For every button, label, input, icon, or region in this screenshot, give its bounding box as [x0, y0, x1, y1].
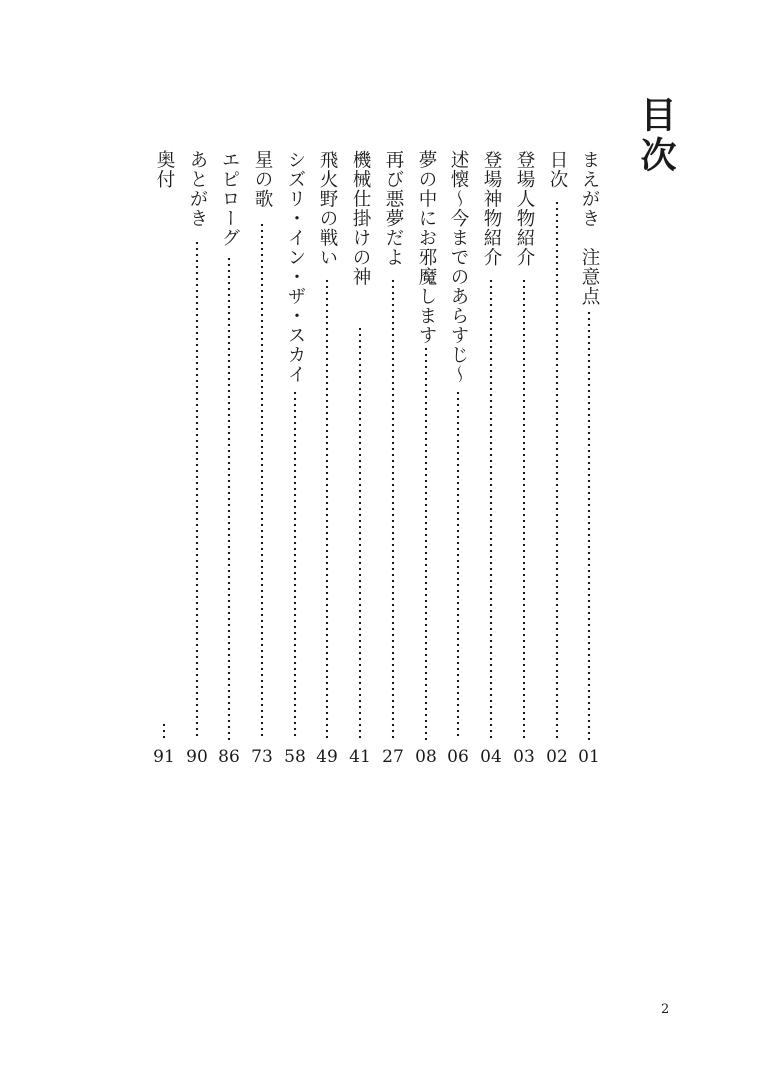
toc-entry[interactable] [444, 150, 472, 768]
entry-title: 登場神物紹介 [481, 150, 502, 267]
entry-leader [424, 346, 428, 740]
entry-page-number: 27 [382, 747, 404, 767]
toc-entry[interactable] [379, 150, 407, 768]
entry-page-number: 04 [480, 747, 502, 767]
entry-leader [555, 200, 559, 740]
entry-title: あとがき [187, 150, 208, 228]
entry-title: まえがき 注意点 [579, 150, 600, 306]
entry-title: 星の歌 [252, 150, 273, 209]
entry-leader [522, 278, 526, 740]
page-number: 2 [661, 1002, 670, 1017]
toc-entry[interactable] [575, 150, 603, 768]
entry-leader [293, 390, 297, 740]
entry-page-number: 86 [218, 747, 240, 767]
entry-leader [227, 256, 231, 740]
toc-entry[interactable] [346, 150, 374, 768]
toc-entry[interactable] [313, 150, 341, 768]
toc-entry[interactable] [183, 150, 211, 768]
entry-page-number: 01 [578, 747, 600, 767]
entry-leader [358, 326, 362, 740]
entry-leader [195, 240, 199, 740]
entry-page-number: 49 [316, 747, 338, 767]
toc-entry[interactable] [281, 150, 309, 768]
entry-page-number: 03 [513, 747, 535, 767]
toc-entry[interactable] [150, 150, 178, 768]
entry-leader [162, 722, 166, 740]
page-title: 目次 [635, 96, 677, 176]
entry-title: エピローグ [219, 150, 240, 248]
entry-title: 夢の中にお邪魔します [416, 150, 437, 345]
entry-leader [456, 390, 460, 740]
toc-entry[interactable] [510, 150, 538, 768]
entry-page-number: 91 [153, 747, 175, 767]
entry-page-number: 58 [284, 747, 306, 767]
entry-page-number: 41 [349, 747, 371, 767]
entry-page-number: 06 [447, 747, 469, 767]
toc-entry[interactable] [477, 150, 505, 768]
entry-title: 再び悪夢だよ [383, 150, 404, 267]
entry-leader [325, 278, 329, 740]
entry-page-number: 02 [546, 747, 568, 767]
toc-entry[interactable] [412, 150, 440, 768]
entry-leader [489, 278, 493, 740]
entry-page-number: 90 [186, 747, 208, 767]
entry-leader [587, 310, 591, 740]
entry-title: シズリ・イン・ザ・スカイ [285, 150, 306, 384]
entry-leader [391, 278, 395, 740]
entry-page-number: 73 [251, 747, 273, 767]
entry-leader [260, 222, 264, 740]
entry-page-number: 08 [415, 747, 437, 767]
entry-title: 日次 [547, 150, 568, 189]
toc-entry[interactable] [543, 150, 571, 768]
entry-title: 機械仕掛けの神 [350, 150, 371, 287]
entry-title: 奥付 [154, 150, 175, 189]
entry-title: 飛火野の戦い [317, 150, 338, 267]
toc-entry[interactable] [248, 150, 276, 768]
entry-title: 登場人物紹介 [514, 150, 535, 267]
toc-entry[interactable] [215, 150, 243, 768]
entry-title: 述懐～今までのあらすじ～ [448, 150, 469, 384]
